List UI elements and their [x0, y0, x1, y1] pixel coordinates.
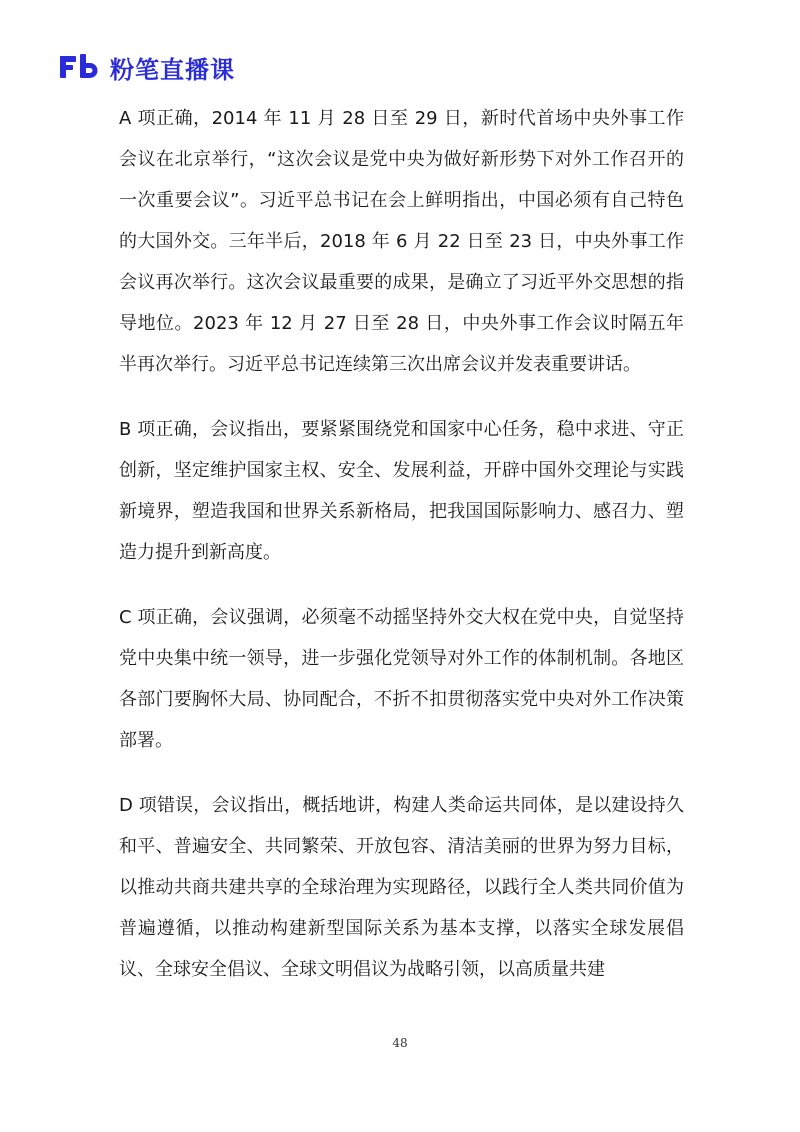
page-number: 48 [392, 1036, 408, 1050]
paragraph-option-a: A 项正确，2014 年 11 月 28 日至 29 日，新时代首场中央外事工作会议在北京举行，“这次会议是党中央为做好新形势下对外工作召开的一次重要会议”。习近平总书记在会上鲜明指出，中国必须有自己特色的大国外交。三年半后，2018 年 6 月 22 日至 23 日，中央外事工作会议再次举行。这次会议最重要的成果，是确立了习近平外交思想的指导地位。2023 年 12 月 27 日至 28 日，中央外事工作会议时隔五年半再次举行。习近平总书记连续第三次出席会议并发表重要讲话。 [119, 108, 684, 375]
paragraph-option-b: B 项正确，会议指出，要紧紧围绕党和国家中心任务，稳中求进、守正创新，坚定维护国家主权、安全、发展利益，开辟中国外交理论与实践新境界，塑造我国和世界关系新格局，把我国国际影响力、感召力、塑造力提升到新高度。 [119, 419, 684, 563]
paragraph-option-d: D 项错误，会议指出，概括地讲，构建人类命运共同体，是以建设持久和平、普遍安全、共同繁荣、开放包容、清洁美丽的世界为努力目标，以推动共商共建共享的全球治理为实现路径，以践行全人类共同价值为普遍遵循，以推动构建新型国际关系为基本支撑，以落实全球发展倡议、全球安全倡议、全球文明倡议为战略引领，以高质量共建 [119, 795, 684, 980]
fenbi-logo-icon [58, 52, 102, 82]
document-body [119, 98, 684, 1014]
brand-header [58, 50, 235, 84]
brand-name: 粉笔直播课 [110, 55, 235, 84]
paragraph-option-c: C 项正确，会议强调，必须毫不动摇坚持外交大权在党中央，自觉坚持党中央集中统一领导，进一步强化党领导对外工作的体制机制。各地区各部门要胸怀大局、协同配合，不折不扣贯彻落实党中央对外工作决策部署。 [119, 607, 684, 751]
